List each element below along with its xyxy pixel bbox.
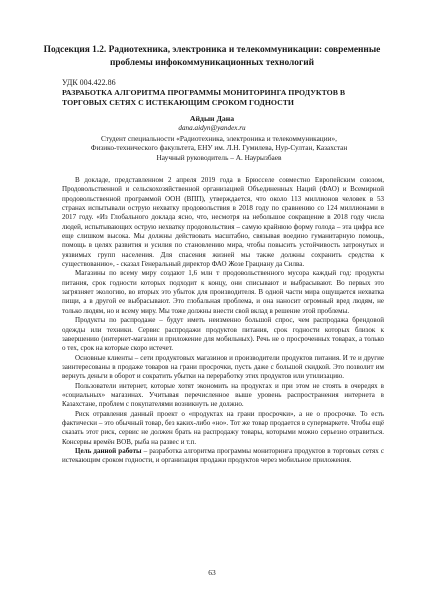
article-title: РАЗРАБОТКА АЛГОРИТМА ПРОГРАММЫ МОНИТОРИНГА ПРОДУКТОВ В ТОРГОВЫХ СЕТЯХ С ИСТЕКАЮЩИМ СРОКОМ ГОДНОСТИ bbox=[62, 88, 346, 107]
body-paragraph: В докладе, представленном 2 апреля 2019 года в Брюсселе совместно Европейским союзом, Продовольственной и сельскохозяйственной организацией Объединенных Наций (ФАО) и Всемирной продовольственной программой ООН (ВПП), утверждается, что около 113 миллионов человек в 53 странах испытывали острую нехватку продовольствия в 2018 году по сравнению со 124 миллионами в 2017 году. «Из Глобального доклада ясно, что, несмотря на небольшое сокращение в 2018 году числа людей, испытывающих острую нехватку продовольствия – самую крайнюю форму голода – эта цифра все еще слишком высока. Мы должны действовать масштабно, связывая воедино гуманитарную помощь, помощь в целях развития и усилия по становлению мира, чтобы повысить устойчивость затронутых и уязвимых групп населения. Для спасения жизней мы также должны сохранить средства к существованию», - сказал Генеральный директор ФАО Жозе Грациану да Силва. bbox=[62, 176, 384, 269]
body-paragraph: Основные клиенты – сети продуктовых магазинов и производители продуктов питания. И те и другие заинтересованы в продаже товаров на грани просрочки, пусть даже с большой скидкой. Это позволит им вернуть деньги в оборот и сократить убытки на переработку этих продуктов или утилизацию. bbox=[62, 353, 384, 381]
author-name: Айдын Дана bbox=[189, 114, 235, 123]
body-paragraph: Риск отравления данный проект о «продуктах на грани просрочки», а не о просрочке. То есть фактически – это обычный товар, без каких-либо «но». Тот же товар продается в супермаркете. Чтобы ещё сказать этот риск, сервис не должен брать на распродажу товары, которыми можно серьезно отравиться. Консервы времён ВОВ, рыба на развес и т.п. bbox=[62, 409, 384, 446]
section-heading: Подсекция 1.2. Радиотехника, электроника и телекоммуникации: современные проблемы инфокоммуникационных технологий bbox=[43, 45, 381, 68]
body-paragraph: Продукты по распродаже – будут иметь неизменно большой спрос, чем распродажа брендовой одежды или техники. Сервис распродажи продуктов питания, срок годности которых близок к завершению (интернет-магазин и приложение для мобильных). Речь не о просроченных товарах, а только о тех, срок на которые скоро истечет. bbox=[62, 316, 384, 353]
goal-paragraph bbox=[62, 447, 384, 466]
affiliation-line: Студент специальности «Радиотехника, электроника и телекоммуникации», bbox=[101, 134, 337, 143]
page-number: 63 bbox=[208, 568, 216, 577]
affiliation-block bbox=[62, 134, 376, 162]
author-email: dana.aidyn@yandex.ru bbox=[178, 124, 246, 132]
article-body bbox=[62, 176, 384, 466]
affiliation-line: Физико-технического факультета, ЕНУ им. Л.Н. Гумилева, Нур-Султан, Казахстан bbox=[90, 143, 348, 153]
body-paragraph: Пользователи интернет, которые хотят экономить на продуктах и при этом не стоять в очередях в «социальных» магазинах. Учитывая перечисленное выше уровень распространения интернета в Казахстане, проблем с покупателями возникнуть не должно. bbox=[62, 381, 384, 409]
goal-lead: Цель данной работы bbox=[75, 446, 142, 455]
body-paragraph: Магазины по всему миру создают 1,6 млн т продовольственного мусора каждый год: продукты питания, срок годности которых подходит к концу, они списывают и выбрасывают. Во первых это загрязняет экологию, во вторых это убыток для производителя. В одной части мира ощущается нехватка пищи, а в другой ее выбрасывают. Это глобальная проблема, и она наносит огромный вред людям, не только людям, но и всему миру. Мы тоже должны внести свой вклад в решение этой проблемы. bbox=[62, 269, 384, 315]
supervisor-line: Научный руководитель – А. Наурызбаев bbox=[156, 152, 282, 162]
goal-text: – разработка алгоритма программы мониторинга продуктов в торговых сетях с истекающим сроком годности, и организация продажи продуктов через мобильное приложения. bbox=[62, 446, 385, 465]
udc-code: УДК 004.422.86 bbox=[62, 78, 116, 87]
